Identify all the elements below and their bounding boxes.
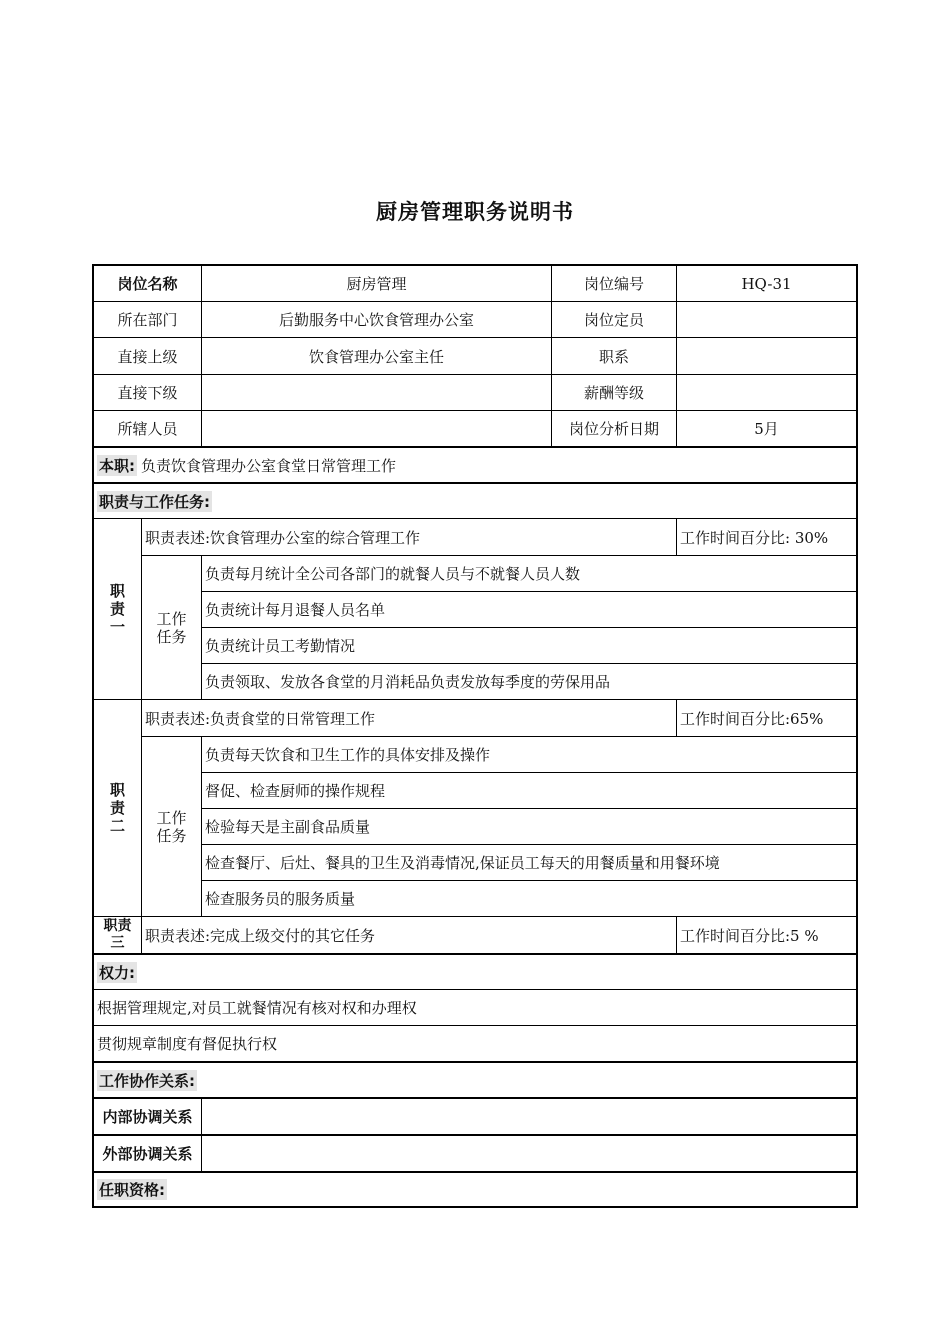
staff-value — [202, 411, 551, 446]
duty-one-task-label: 工作任务 — [156, 609, 187, 646]
authority-label: 权力: — [99, 963, 135, 982]
duty-one-task: 负责领取、发放各食堂的月消耗品负责发放每季度的劳保用品 — [205, 673, 611, 691]
duty-one-label: 职责一 — [109, 582, 125, 636]
duty-two-label: 职责二 — [109, 781, 125, 835]
external-relations-label: 外部协调关系 — [102, 1145, 193, 1163]
staff-label: 所辖人员 — [117, 420, 178, 438]
relations-header-row — [94, 1063, 856, 1097]
duty-two-task: 督促、检查厨师的操作规程 — [205, 782, 386, 800]
duties-header: 职责与工作任务: — [99, 492, 210, 511]
document-title: 厨房管理职务说明书 — [376, 200, 574, 224]
subordinate-label: 直接下级 — [117, 384, 178, 402]
duty-two-task-label: 工作任务 — [156, 808, 187, 845]
superior-label: 直接上级 — [117, 347, 178, 366]
analysis-date-label: 岗位分析日期 — [568, 420, 659, 438]
internal-relations-value — [202, 1099, 856, 1134]
summary-label: 本职: — [99, 456, 135, 475]
job-family-label: 职系 — [598, 347, 629, 366]
qualifications-header-row — [94, 1173, 856, 1206]
duty-two-percentage: 工作时间百分比:65% — [680, 709, 824, 728]
internal-relations-label: 内部协调关系 — [102, 1108, 193, 1126]
position-name-value: 厨房管理 — [346, 275, 407, 293]
duty-two-description: 职责表述:负责食堂的日常管理工作 — [145, 709, 376, 728]
job-family-value — [677, 338, 856, 374]
analysis-date-value: 5月 — [754, 420, 779, 438]
position-name-label: 岗位名称 — [117, 275, 178, 293]
authority-header-row — [94, 955, 856, 989]
duty-one-task: 负责统计每月退餐人员名单 — [205, 601, 386, 619]
duties-header-row — [94, 484, 856, 518]
position-code-value: HQ-31 — [741, 274, 792, 293]
headcount-label: 岗位定员 — [583, 311, 644, 329]
duty-two-task: 检验每天是主副食品质量 — [205, 818, 371, 836]
duty-three-label: 职责三 — [103, 918, 132, 951]
authority-item: 贯彻规章制度有督促执行权 — [97, 1035, 278, 1053]
duty-one-task: 负责统计员工考勤情况 — [205, 637, 356, 655]
summary-row — [94, 448, 856, 482]
external-relations-value — [202, 1136, 856, 1171]
duty-three-description: 职责表述:完成上级交付的其它任务 — [145, 926, 376, 945]
duty-two-task: 检查服务员的服务质量 — [205, 890, 356, 908]
superior-value: 饮食管理办公室主任 — [308, 347, 444, 366]
duty-three-percentage: 工作时间百分比:5 % — [680, 926, 819, 945]
department-label: 所在部门 — [117, 311, 178, 329]
subordinate-value — [202, 375, 551, 410]
headcount-value — [677, 302, 856, 337]
duty-one-percentage: 工作时间百分比: 30% — [680, 528, 829, 547]
duty-one-task: 负责每月统计全公司各部门的就餐人员与不就餐人员人数 — [205, 565, 581, 583]
summary-text: 负责饮食管理办公室食堂日常管理工作 — [141, 456, 397, 475]
salary-grade-label: 薪酬等级 — [583, 384, 644, 402]
duty-two-task: 负责每天饮食和卫生工作的具体安排及操作 — [205, 746, 491, 764]
salary-grade-value — [677, 375, 856, 410]
duty-two-task: 检查餐厅、后灶、餐具的卫生及消毒情况,保证员工每天的用餐质量和用餐环境 — [205, 854, 720, 872]
position-code-label: 岗位编号 — [583, 275, 644, 293]
authority-item: 根据管理规定,对员工就餐情况有核对权和办理权 — [97, 999, 417, 1017]
relations-label: 工作协作关系: — [99, 1071, 195, 1090]
duty-one-description: 职责表述:饮食管理办公室的综合管理工作 — [145, 528, 421, 547]
department-value: 后勤服务中心饮食管理办公室 — [278, 311, 474, 329]
qualifications-label: 任职资格: — [99, 1181, 165, 1199]
job-description-table — [92, 264, 858, 1208]
